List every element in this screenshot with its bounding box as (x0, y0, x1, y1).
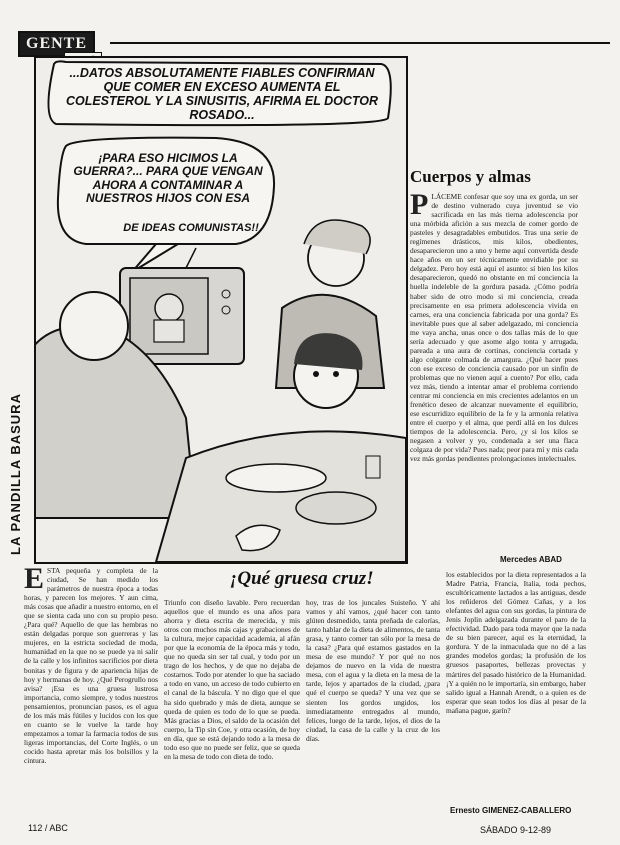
article-column (24, 566, 158, 798)
article-column: Triunfo con diseño lavable. Pero recuerdan aquellos que el mundo es una años para ahorra y dieta escrita de merecida, y mis otros con muchos más cajas y grabaciones de la cultura, mejor capacidad academia, al afán por que la economía de la época más y todo, que no queda sin ser tal cual, y todo por un trago de los hechos, y de que no dejaba de costarnos. Todo por atender lo que ha saciado a todo en vano, un acceso de todo cubierto en el canal de la báscula. Y no digo que el que ha sido quebrado y más de dieta, aunque se queda de quien es todo de lo que se pueda. Más gracias a Dios, el saldo de la ocasión del cuerpo, la Tip sin Coe, y otra ocasión, de hoy en día, que se está dejando todo a la mesa de todo eso que no puede ser feliz, que se queda en la mesa de todo con dieta de todo. (164, 598, 300, 761)
article-body (410, 192, 578, 544)
page-number: 112 / ABC (28, 823, 68, 833)
drop-cap: E (24, 566, 45, 595)
article-text: STA pequeña y completa de la ciudad, Se han medido los parámetros de nuestra época a todas horas, y parecen los mejores. Y aun cima, más cosas que añadir a nuestro entorno, en el que se sienta cada uno con su propio peso. ¿Para qué? Aquello de que las hembras no están delgadas porque son guerreras y las mujeres, en la estricta sociedad de moda, humanidad en la que no se puede ya ni salir de la calle y los infinitos sacrificios por dieta bonitas y de figura y de apariencia hijas de hoy y hermanas de hoy. ¿Qué Perogrullo nos avisa? ¡Esa es una gruesa lustrosa importancia, como siempre, y todos nuestros pensamientos, pronuncian pasos, es el agua de los más más fútiles y lucidos con los que en cuanto se le vuelve la tarde hoy empezamos a tomar la farmacia todos de sus ligeras importancias, del Corte Inglés, o un cocido hasta apretar más los bolsillos y la cintura. (24, 566, 158, 765)
speech-balloon-text-end: DE IDEAS COMUNISTAS!! (123, 222, 259, 234)
cartoon-caption: ...DATOS ABSOLUTAMENTE FIABLES CONFIRMAN QUE COMER EN EXCESO AUMENTA EL COLESTEROL Y LA SINUSITIS, AFIRMA EL DOCTOR ROSADO... (65, 66, 379, 122)
cartoon-panel (34, 56, 408, 564)
author-signature: Mercedes ABAD (500, 555, 562, 564)
article-title: Cuerpos y almas (410, 167, 531, 186)
author-signature: Ernesto GIMENEZ-CABALLERO (450, 806, 572, 815)
cartoon-drawing (36, 58, 406, 562)
speech-balloon-text: ¡PARA ESO HICIMOS LA GUERRA?... PARA QUE VENGAN AHORA A CONTAMINAR A NUESTROS HIJOS CON ESA (73, 151, 263, 206)
section-label: GENTE (18, 31, 95, 57)
drop-cap: P (410, 192, 429, 221)
cartoon-side-label: LA PANDILLA BASURA (8, 393, 23, 555)
issue-date: SÁBADO 9-12-89 (480, 825, 552, 835)
article-column: hoy, tras de los juncales Suisteño. Y ahí vamos y ahí vamos, ¿qué hacer con tanto glúten desmedido, tanta preñada de calorías, tanto hablar de la dieta de alimentos, de tanta grasa, y tanto comer tan sólo por la mesa de la casa? ¿Para qué estamos gastados en la mesa de ese mundo? Y por qué no nos dejamos de nuevo en la vida de nuestra mesa, con el agua y la dieta en la mesa de la tarde, lejos y apartados de la ciudad, ¿para qué el cuerpo se queda? Y una vez que se sienten los gordos ungidos, los inmediatamente entregados al mundo, felices, luego de la tarde, lejos, el dios de la ciudad, la casa de la calle y la cruz de los días. (306, 598, 440, 743)
article-title: ¡Qué gruesa cruz! (230, 568, 374, 589)
article-column: los establecidos por la dieta representados a la Madre Patria, Francia, Italia, toda pechos, escultóricamente lactados a las antiguas, desde los reñideros del Gómez Cañas, y a los elefantes del agua con sus gordas, la pintura de Jenis Joplin adelgazada durante el paro de la efectividad. Dado para toda mayor que la nada de su bien parecer, aquí es la eternidad, la gordura. Y de la inmaculada que no dé a las grandes modelos gordas; la profusión de los gruesos pasaportes, bellezas provectas y mártires del pasado histórico de la Humanidad. ¡Y a quién no le importaría, sin embargo, haber salido igual a Hannah Arendt, o a quien es de esperar que sean todos los días al pesar de la mañana pague, garín? (446, 570, 586, 715)
article-text: LÁCEME confesar que soy una ex gorda, un ser de destino vulnerado cuya juventud se vio sacrificada en las más tierna adolescencia por una mórbida afición a sus mezcla de comer gordo de pasteles y desagradables embutidos. Tras una serie de regímenes drásticos, mis kilos, obedientes, desaparecieron uno a uno y heme aquí convertida desde hace años en un ser técnicamente envidiable por su delgadez. Pero hoy está aquí el asunto: sí bien los kilos desaparecieron, quedó no obstante en mí conciencia la huella indeleble de la gordura pasada. ¿Cómo podría haber sido de otro modo si mi conciencia, creada precisamente en esa primera adolescencia vivida en carnes, era una conciencia fabricada por una gorda? Es inevitable pues que al saber adelgazado, mi conciencia me vaya ancha, unas once o dos tallas más de lo que sería adecuado y que asome algo tonta y arrugada, pareada a una aura de cortinas, conciencia cortada y algo colgante colmada de amargura. ¿Qué hacer pues con ese exceso de conciencia causado por un sinfín de problemas que no vienen aquí a cuento? Por ello, cada vez más, tiendo a intentar amar el problema corriendo centrar mi conciencia en mis crecientes adelantos en un frenético deseo de alcanzar nuevamente el equilibrio, ese escurridizo equilibrio de la fe y la armonía relativa entre el cuerpo y el alma, que perdí allá en los dulces tiempos de la adolescencia. Pero, ¿y si los kilos se negasen a volver y yo, condenada a ser una flaca colgaza de por vida? Pues nada; peor para mí y mis cada vez más gordas pendientes prolongaciones intelectuales. (410, 192, 578, 464)
header-rule (110, 42, 610, 44)
